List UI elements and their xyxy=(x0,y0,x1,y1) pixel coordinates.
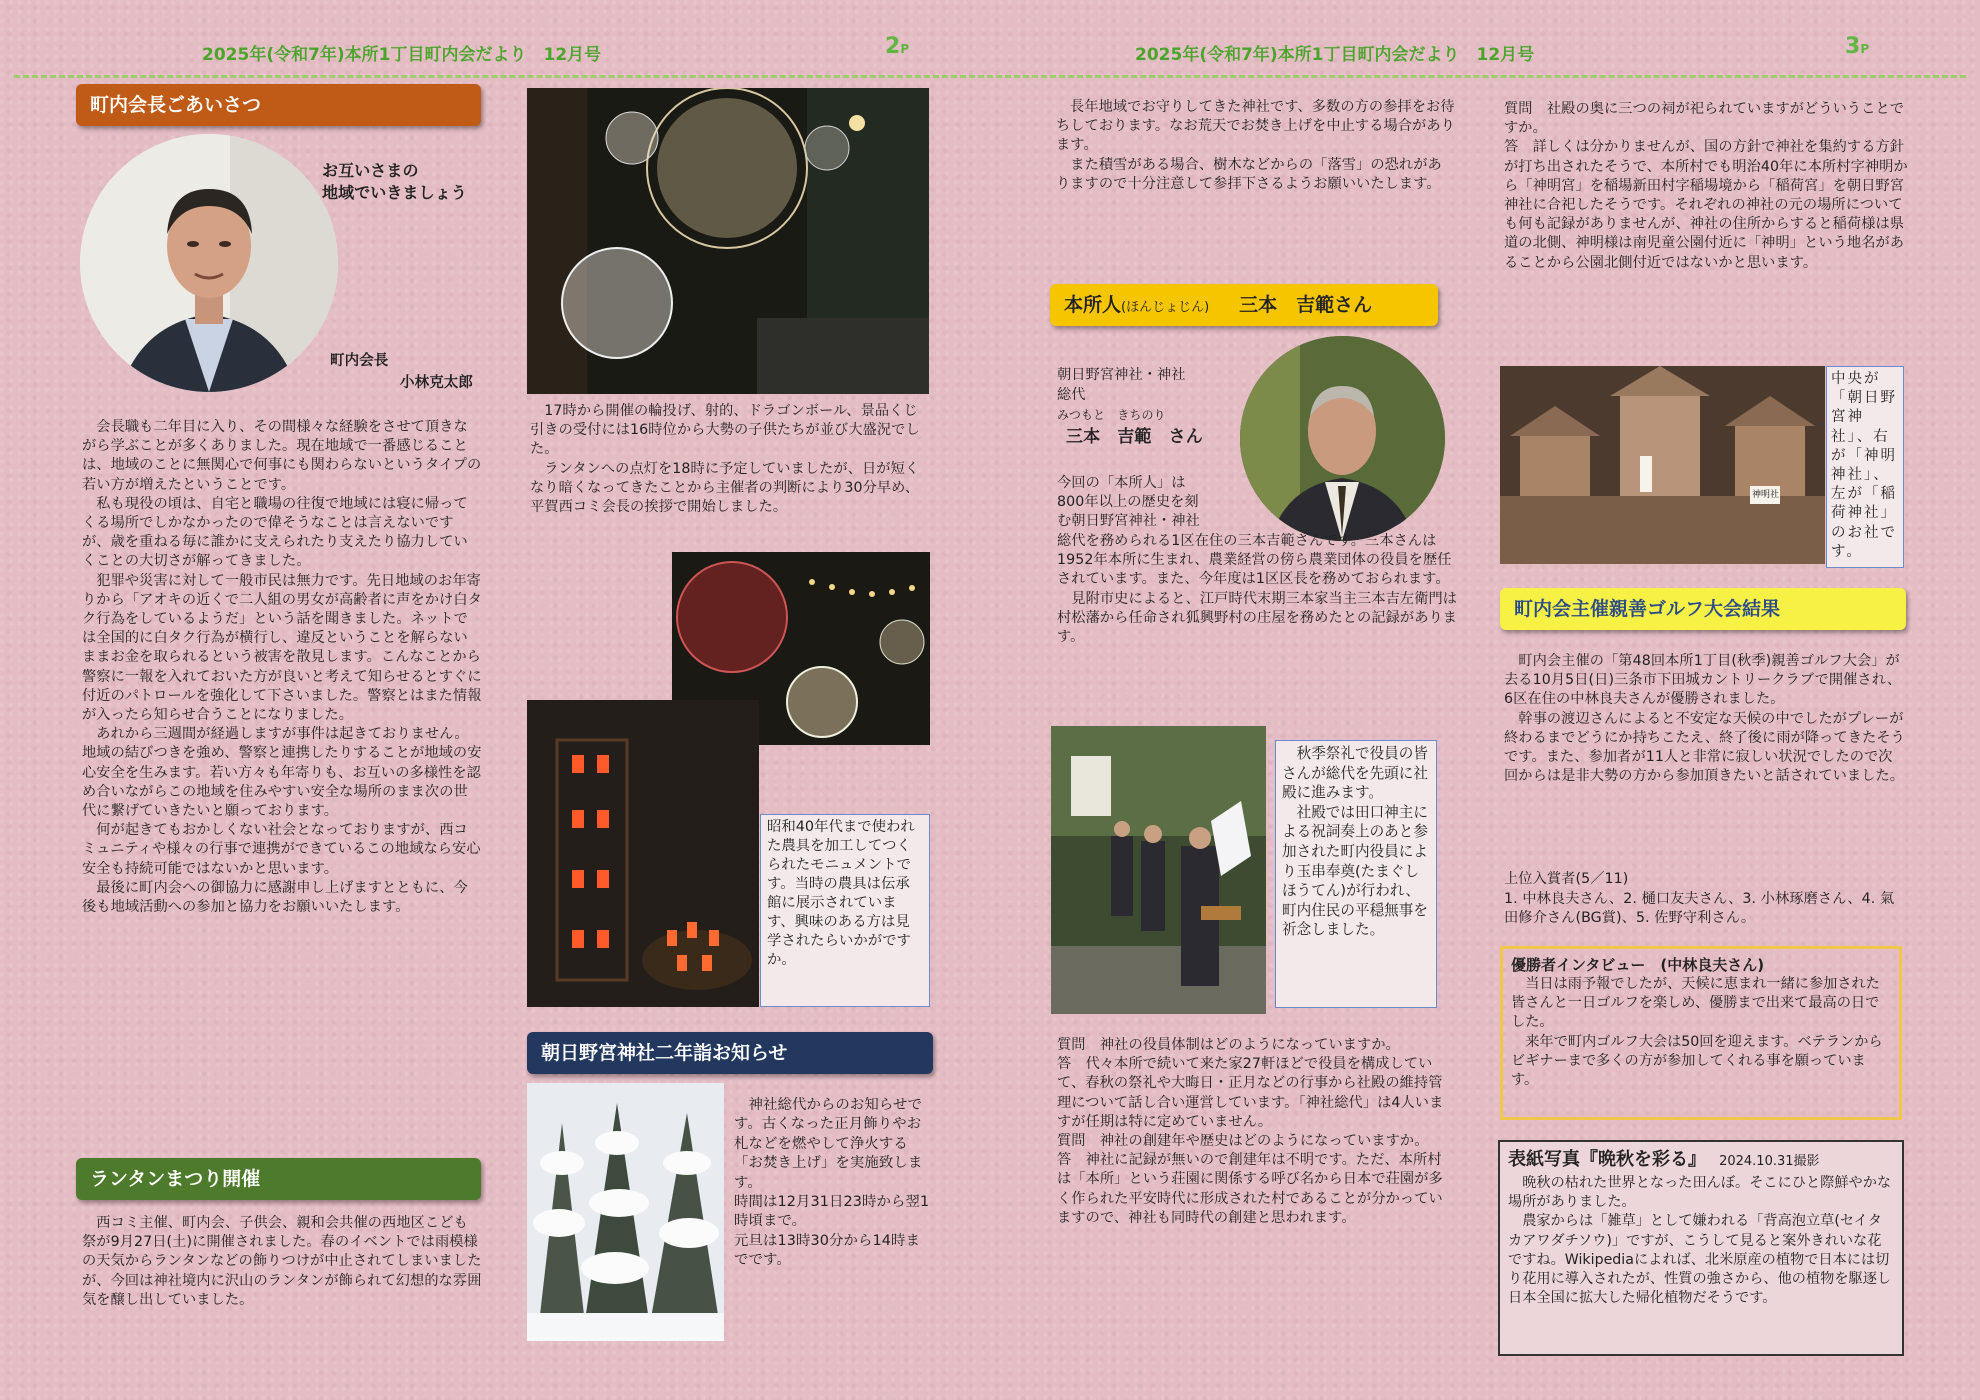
greeting-body: 会長職も二年目に入り、その間様々な経験をさせて頂きながら学ぶことが多くありました。現在地域で一番感じることは、地域のことに無関心で何事にも関わらないというタイプの若い方が増えたということです。 私も現役の頃は、自宅と職場の往復で地域には寝に帰ってくる場所でしかなかったので偉そうなことは言えないですが、歳を重ねる毎に誰かに支えられたり支えたり協力していくことの大切さが解ってきました。 犯罪や災害に対して一般市民は無力です。先日地域のお年寄りから「アオキの近くで二人組の男女が高齢者に声をかけ白タク行為をしているようだ」という話を聞きました。ネットでは全国的に白タク行為が横行し、違反ということを解らないままお金を取られるという被害を散見します。こんなことから警察に一報を入れておいた方が良いと考えて知らせるとすぐに付近のパトロールを強化して下さいました。警察とはまた情報が入ったら知らせ合うことになりました。 あれから三週間が経過しますが事件は起きておりません。地域の結びつきを強め、警察と連携したりすることが地域の安心安全を生みます。若い方々も年寄りも、お互いの多様性を認め合いながらこの地域を住みやすい安全な場所のまま次の世代に繋げていきたいと願っております。 何が起きてもおかしくない社会となっておりますが、西コミュニティや様々の行事で連携ができているこの地域なら安心安全も持続可能ではないかと思います。 最後に町内会への御協力に感謝申し上げますとともに、今後も地域活動への参加と協力をお願いいたします。 xyxy=(82,419,482,916)
chairman-portrait-image xyxy=(80,134,338,392)
chairman-portrait-photo xyxy=(80,134,338,392)
winner-interview-box xyxy=(1500,946,1902,1120)
lantern-heading: ランタンまつり開催 xyxy=(76,1158,481,1200)
cover-photo-date: 2024.10.31撮影 xyxy=(1719,1154,1820,1169)
person-intro: 今回の「本所人」は 800年以上の歴史を刻 む朝日野宮神社・神社 xyxy=(1057,475,1200,530)
shrine-plaque-label: 神明社 xyxy=(1752,490,1780,500)
left-page-number xyxy=(885,34,909,59)
person-heading xyxy=(1050,284,1438,326)
golf-winners-title: 上位入賞者(5／11) xyxy=(1504,871,1629,887)
page-suffix: P xyxy=(1860,42,1870,56)
cover-photo-body: 晩秋の枯れた世界となった田んぼ。そこにひと際鮮やかな場所がありました。 農家からは「雑草」として嫌われる「背高泡立草(セイタカアワダチソウ)」ですが、こうして見ると案外きれいな花ですね。Wikipediaによれば、北米原産の植物で日本には切り花用に導入されたが、性質の強さから、他の植物を駆逐し日本全国に拡大した帰化植物だそうです。 xyxy=(1508,1175,1892,1307)
greeting-heading: 町内会長ごあいさつ xyxy=(76,84,481,126)
person-title-2: 総代 xyxy=(1057,387,1086,403)
festival-procession-photo xyxy=(1051,726,1266,1014)
person-title-1: 朝日野宮神社・神社 xyxy=(1057,367,1186,383)
snow-shrine-photo xyxy=(527,1083,724,1341)
chairman-name: 小林克太郎 xyxy=(400,375,473,391)
golf-winners: 1. 中林良夫さん、2. 樋口友夫さん、3. 小林琢磨さん、4. 氣田修介さん(BG賞)、5. 佐野守利さん。 xyxy=(1504,891,1895,927)
mitsumoto-portrait-image xyxy=(1240,336,1445,541)
winner-interview-title: 優勝者インタビュー (中林良夫さん) xyxy=(1511,956,1765,974)
person-furigana: みつもと きちのり xyxy=(1057,408,1166,422)
right-page-number xyxy=(1845,34,1869,59)
person-qa-2: 質問 社殿の奥に三つの祠が祀られていますがどういうことですか。 答 詳しくは分かりませんが、国の方針で神社を集約する方針が打ち出されたそうで、本所村でも明治40年に本所村字神明から「神明宮」を稲場新田村字稲場境から「稲荷宮」を朝日野宮神社に合祀したそうです。それぞれの神社の元の場所についても何も記録がありませんが、神社の住所からすると稲荷様は県道の北側、神明様は南児童公園付近に「神明」という地名があることから公園北側付近ではないかと思います。 xyxy=(1504,101,1908,271)
inner-shrines-caption: 中央が「朝日野宮神社」、右が「神明神社」、左が「稲荷神社」のお社です。 xyxy=(1826,366,1904,568)
left-page-header: 2025年(令和7年)本所1丁目町内会だより 12月号 xyxy=(202,45,602,65)
person-qa-1: 質問 神社の役員体制はどのようになっていますか。 答 代々本所で続いて来た家27軒ほどで役員を構成していて、春秋の祭礼や大晦日・正月などの行事から社殿の維持管理について話し合い運営しています。「神社総代」は4人いますが任期は特に定めていません。 質問 神社の創建年や歴史はどのようになっていますか。 答 神社に記録が無いので創建年は不明です。ただ、本所村は「本所」という荘園に関係する呼び名から日本で荘園が多く作られた平安時代に形成された村であることが分かっていますので、神社も同時代の創建と思われます。 xyxy=(1057,1037,1444,1226)
shrine-notice-continued: 長年地域でお守りしてきた神社です、多数の方の参拝をお待ちしております。なお荒天でお焚き上げを中止する場合があります。 また積雪がある場合、樹木などからの「落雪」の恐れがありますので十分注意して参拝下さるようお願いいたします。 xyxy=(1056,99,1455,192)
monument-lantern-image xyxy=(527,700,759,1007)
page-suffix: P xyxy=(900,42,910,56)
golf-body: 町内会主催の「第48回本所1丁目(秋季)親善ゴルフ大会」が去る10月5日(日)三条市下田城カントリークラブで開催され、6区在住の中林良夫さんが優勝されました。 幹事の渡辺さんによると不安定な天候の中でしたがプレーが終わるまでどうにか持ちこたえ、終了後に雨が降ってきたそうです。また、参加者が11人と非常に寂しい状況でしたので次回からは是非大勢の方から参加頂きたいと話されていました。 xyxy=(1504,653,1905,785)
inner-shrines-photo xyxy=(1500,366,1825,564)
monument-lantern-photo xyxy=(527,700,759,1007)
cover-photo-title-row xyxy=(1508,1148,1894,1174)
chairman-role: 町内会長 xyxy=(330,353,389,369)
monument-caption: 昭和40年代まで使われた農具を加工してつくられたモニュメントです。当時の農具は伝承館に展示されています、興味のある方は見学されたらいかがですか。 xyxy=(760,814,930,1007)
person-name: 三本 吉範 さん xyxy=(1066,427,1203,447)
person-heading-main: 本所人 xyxy=(1064,294,1122,316)
cover-photo-title: 表紙写真『晩秋を彩る』 xyxy=(1508,1149,1706,1170)
cover-photo-box xyxy=(1498,1140,1904,1356)
person-heading-reading: (ほんじょじん) xyxy=(1121,300,1210,315)
mitsumoto-portrait-photo xyxy=(1240,336,1445,541)
shrine-notice-heading: 朝日野宮神社二年詣お知らせ xyxy=(527,1032,933,1074)
golf-heading: 町内会主催親善ゴルフ大会結果 xyxy=(1500,588,1906,630)
header-divider xyxy=(14,75,1966,78)
person-body: 総代を務められる1区在住の三本吉範さんです。三本さんは1952年本所に生まれ、農業経営の傍ら農業団体の役員を歴任されています。また、今年度は1区区長を務めておられます。 見附市史によると、江戸時代末期三本家当主三本吉左衛門は村松藩から任命され狐興野村の庄屋を務めたとの記録があります。 xyxy=(1057,533,1458,646)
right-page-number-value: 3 xyxy=(1845,34,1861,59)
right-page-header: 2025年(令和7年)本所1丁目町内会だより 12月号 xyxy=(1135,45,1535,65)
greeting-slogan: お互いさまの 地域でいきましょう xyxy=(322,161,467,202)
person-heading-name: 三本 吉範さん xyxy=(1239,294,1373,316)
procession-caption: 秋季祭礼で役員の皆さんが総代を先頭に社殿に進みます。 社殿では田口神主による祝詞奏上のあと参加された町内役員により玉串奉奠(たまぐしほうてん)が行われ、町内住民の平穏無事を祈念しました。 xyxy=(1275,740,1437,1008)
snow-shrine-image xyxy=(527,1083,724,1341)
inner-shrines-image xyxy=(1500,366,1825,564)
winner-interview-body: 当日は雨予報でしたが、天候に恵まれ一緒に参加された皆さんと一日ゴルフを楽しめ、優勝まで出来て最高の日でした。 来年で町内ゴルフ大会は50回を迎えます。ベテランからビギナーまで多くの方が参加してくれる事を願っています。 xyxy=(1511,976,1883,1089)
lantern-body-2: 17時から開催の輪投げ、射的、ドラゴンボール、景品くじ引きの受付には16時位から大勢の子供たちが並び大盛況でした。 ランタンへの点灯を18時に予定していましたが、日が短くなり暗くなってきたことから主催者の判断により30分早め、平賀西コミ会長の挨拶で開始しました。 xyxy=(530,403,920,516)
lantern-body: 西コミ主催、町内会、子供会、親和会共催の西地区こども祭が9月27日(土)に開催されました。春のイベントでは雨模様の天気からランタンなどの飾りつけが中止されてしまいましたが、今回は神社境内に沢山のランタンが飾られて幻想的な雰囲気を醸し出していました。 xyxy=(82,1215,482,1308)
lantern-night-image xyxy=(527,88,929,394)
lantern-night-photo xyxy=(527,88,929,394)
shrine-notice-body: 神社総代からのお知らせです。古くなった正月飾りやお札などを燃やして浄火する「お焚き上げ」を実施致します。 時間は12月31日23時から翌1時頃まで。 元旦は13時30分から14時までです。 xyxy=(734,1097,930,1269)
left-page-number-value: 2 xyxy=(885,34,901,59)
festival-procession-image xyxy=(1051,726,1266,1014)
